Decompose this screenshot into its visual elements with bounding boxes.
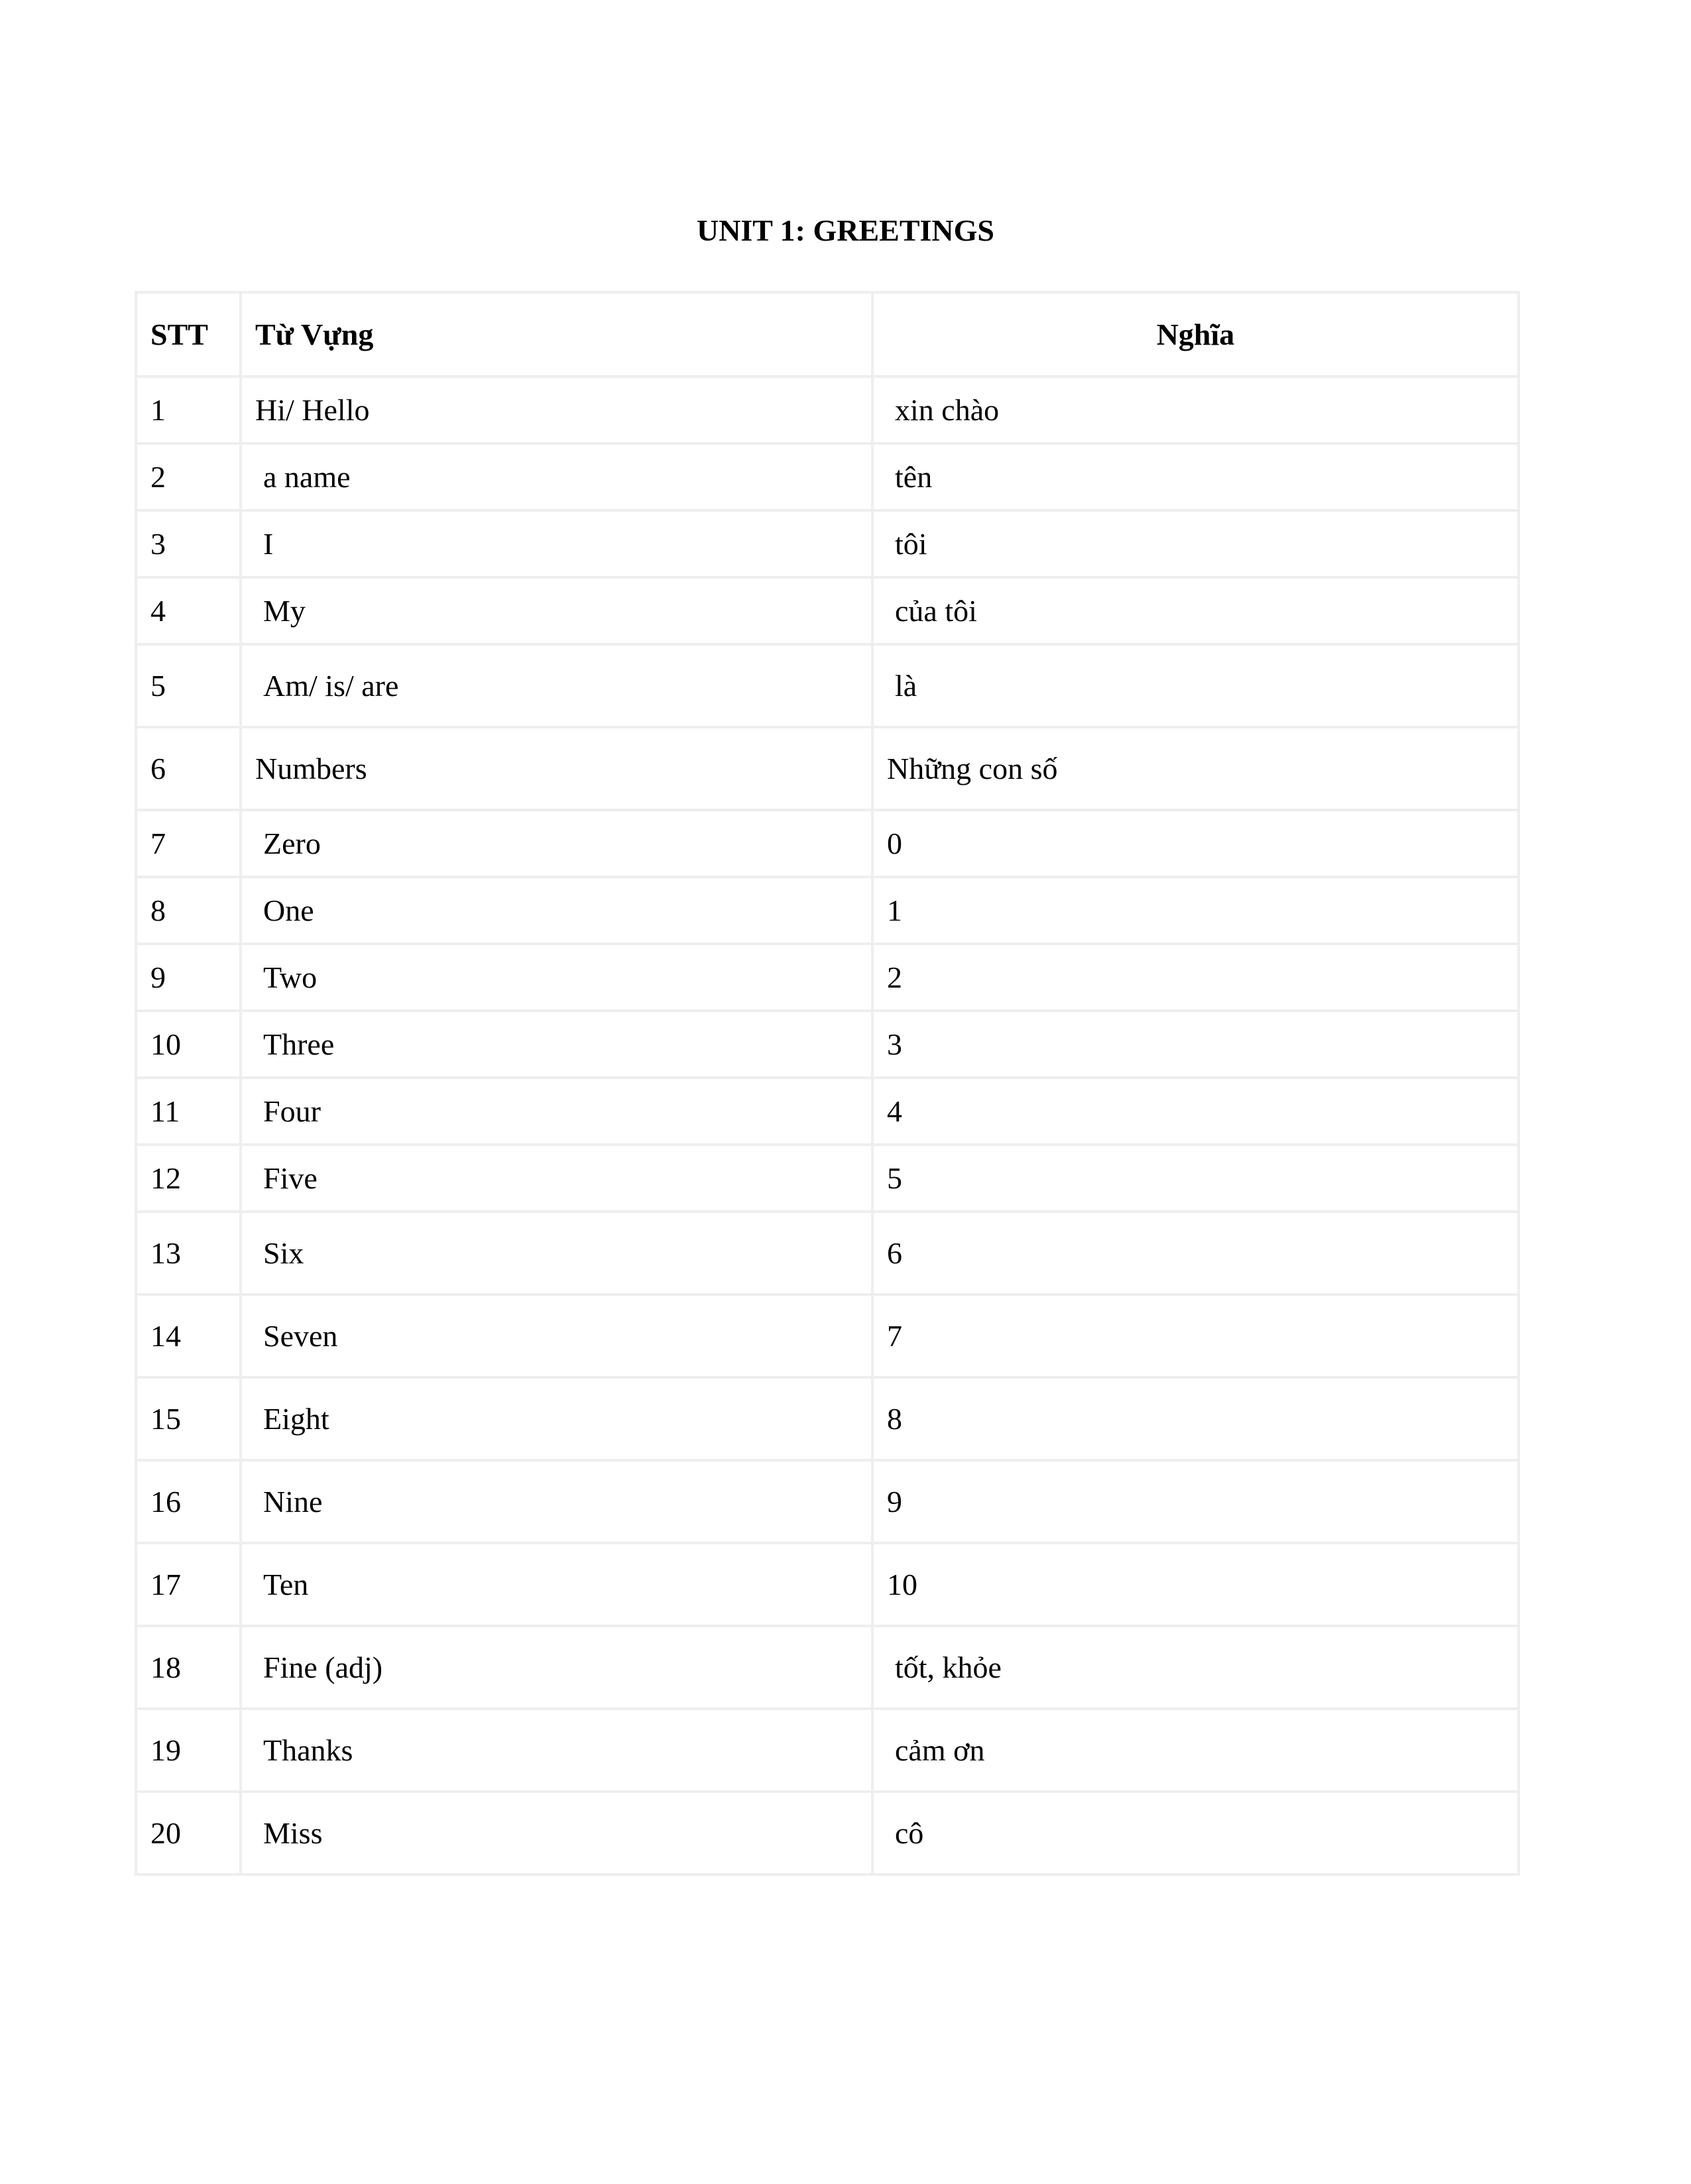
table-row bbox=[136, 1011, 1519, 1078]
row-word: I bbox=[241, 510, 872, 577]
row-stt: 5 bbox=[136, 644, 241, 727]
row-stt: 12 bbox=[136, 1145, 241, 1212]
row-meaning: 0 bbox=[872, 810, 1519, 877]
row-word: Numbers bbox=[241, 727, 872, 810]
table-row bbox=[136, 1709, 1519, 1792]
table-row bbox=[136, 1626, 1519, 1709]
row-word: One bbox=[241, 877, 872, 944]
row-stt: 20 bbox=[136, 1792, 241, 1874]
row-word: Seven bbox=[241, 1294, 872, 1377]
row-meaning: tên bbox=[872, 443, 1519, 510]
row-meaning: cảm ơn bbox=[872, 1709, 1519, 1792]
header-word: Từ Vựng bbox=[241, 292, 872, 376]
table-header-row bbox=[136, 292, 1519, 376]
row-word: Hi/ Hello bbox=[241, 376, 872, 443]
row-meaning: 2 bbox=[872, 944, 1519, 1011]
table-row bbox=[136, 810, 1519, 877]
row-stt: 9 bbox=[136, 944, 241, 1011]
row-meaning: Những con số bbox=[872, 727, 1519, 810]
table-row bbox=[136, 510, 1519, 577]
header-meaning: Nghĩa bbox=[872, 292, 1519, 376]
header-stt: STT bbox=[136, 292, 241, 376]
row-stt: 7 bbox=[136, 810, 241, 877]
row-meaning: 9 bbox=[872, 1460, 1519, 1543]
row-word: Thanks bbox=[241, 1709, 872, 1792]
row-word: Ten bbox=[241, 1543, 872, 1626]
row-word: Three bbox=[241, 1011, 872, 1078]
row-stt: 14 bbox=[136, 1294, 241, 1377]
row-meaning: 3 bbox=[872, 1011, 1519, 1078]
table-row bbox=[136, 1460, 1519, 1543]
row-word: Zero bbox=[241, 810, 872, 877]
table-row bbox=[136, 577, 1519, 644]
row-meaning: 10 bbox=[872, 1543, 1519, 1626]
row-meaning: của tôi bbox=[872, 577, 1519, 644]
row-meaning: cô bbox=[872, 1792, 1519, 1874]
table-row bbox=[136, 727, 1519, 810]
page-title: UNIT 1: GREETINGS bbox=[696, 213, 995, 247]
row-stt: 17 bbox=[136, 1543, 241, 1626]
table-row bbox=[136, 944, 1519, 1011]
row-stt: 15 bbox=[136, 1377, 241, 1460]
row-word: Two bbox=[241, 944, 872, 1011]
row-word: Four bbox=[241, 1078, 872, 1145]
row-word: Eight bbox=[241, 1377, 872, 1460]
table-row bbox=[136, 1377, 1519, 1460]
row-meaning: 7 bbox=[872, 1294, 1519, 1377]
row-stt: 18 bbox=[136, 1626, 241, 1709]
row-meaning: xin chào bbox=[872, 376, 1519, 443]
row-stt: 16 bbox=[136, 1460, 241, 1543]
row-word: Six bbox=[241, 1212, 872, 1294]
table-row bbox=[136, 443, 1519, 510]
table-row bbox=[136, 376, 1519, 443]
table-row bbox=[136, 1145, 1519, 1212]
table-row bbox=[136, 877, 1519, 944]
row-stt: 4 bbox=[136, 577, 241, 644]
row-stt: 10 bbox=[136, 1011, 241, 1078]
row-word: Fine (adj) bbox=[241, 1626, 872, 1709]
row-word: a name bbox=[241, 443, 872, 510]
table-row bbox=[136, 644, 1519, 727]
row-word: Am/ is/ are bbox=[241, 644, 872, 727]
row-meaning: tôi bbox=[872, 510, 1519, 577]
table-row bbox=[136, 1294, 1519, 1377]
row-meaning: 5 bbox=[872, 1145, 1519, 1212]
vocabulary-table bbox=[135, 291, 1520, 1876]
row-word: Miss bbox=[241, 1792, 872, 1874]
row-stt: 3 bbox=[136, 510, 241, 577]
table-row bbox=[136, 1543, 1519, 1626]
row-meaning: 8 bbox=[872, 1377, 1519, 1460]
row-meaning: là bbox=[872, 644, 1519, 727]
row-stt: 19 bbox=[136, 1709, 241, 1792]
row-stt: 13 bbox=[136, 1212, 241, 1294]
row-word: Nine bbox=[241, 1460, 872, 1543]
row-stt: 1 bbox=[136, 376, 241, 443]
row-word: My bbox=[241, 577, 872, 644]
row-meaning: 1 bbox=[872, 877, 1519, 944]
row-word: Five bbox=[241, 1145, 872, 1212]
table-row bbox=[136, 1078, 1519, 1145]
row-stt: 6 bbox=[136, 727, 241, 810]
row-meaning: 6 bbox=[872, 1212, 1519, 1294]
table-row bbox=[136, 1212, 1519, 1294]
row-stt: 2 bbox=[136, 443, 241, 510]
table-row bbox=[136, 1792, 1519, 1874]
row-meaning: tốt, khỏe bbox=[872, 1626, 1519, 1709]
row-meaning: 4 bbox=[872, 1078, 1519, 1145]
row-stt: 11 bbox=[136, 1078, 241, 1145]
row-stt: 8 bbox=[136, 877, 241, 944]
